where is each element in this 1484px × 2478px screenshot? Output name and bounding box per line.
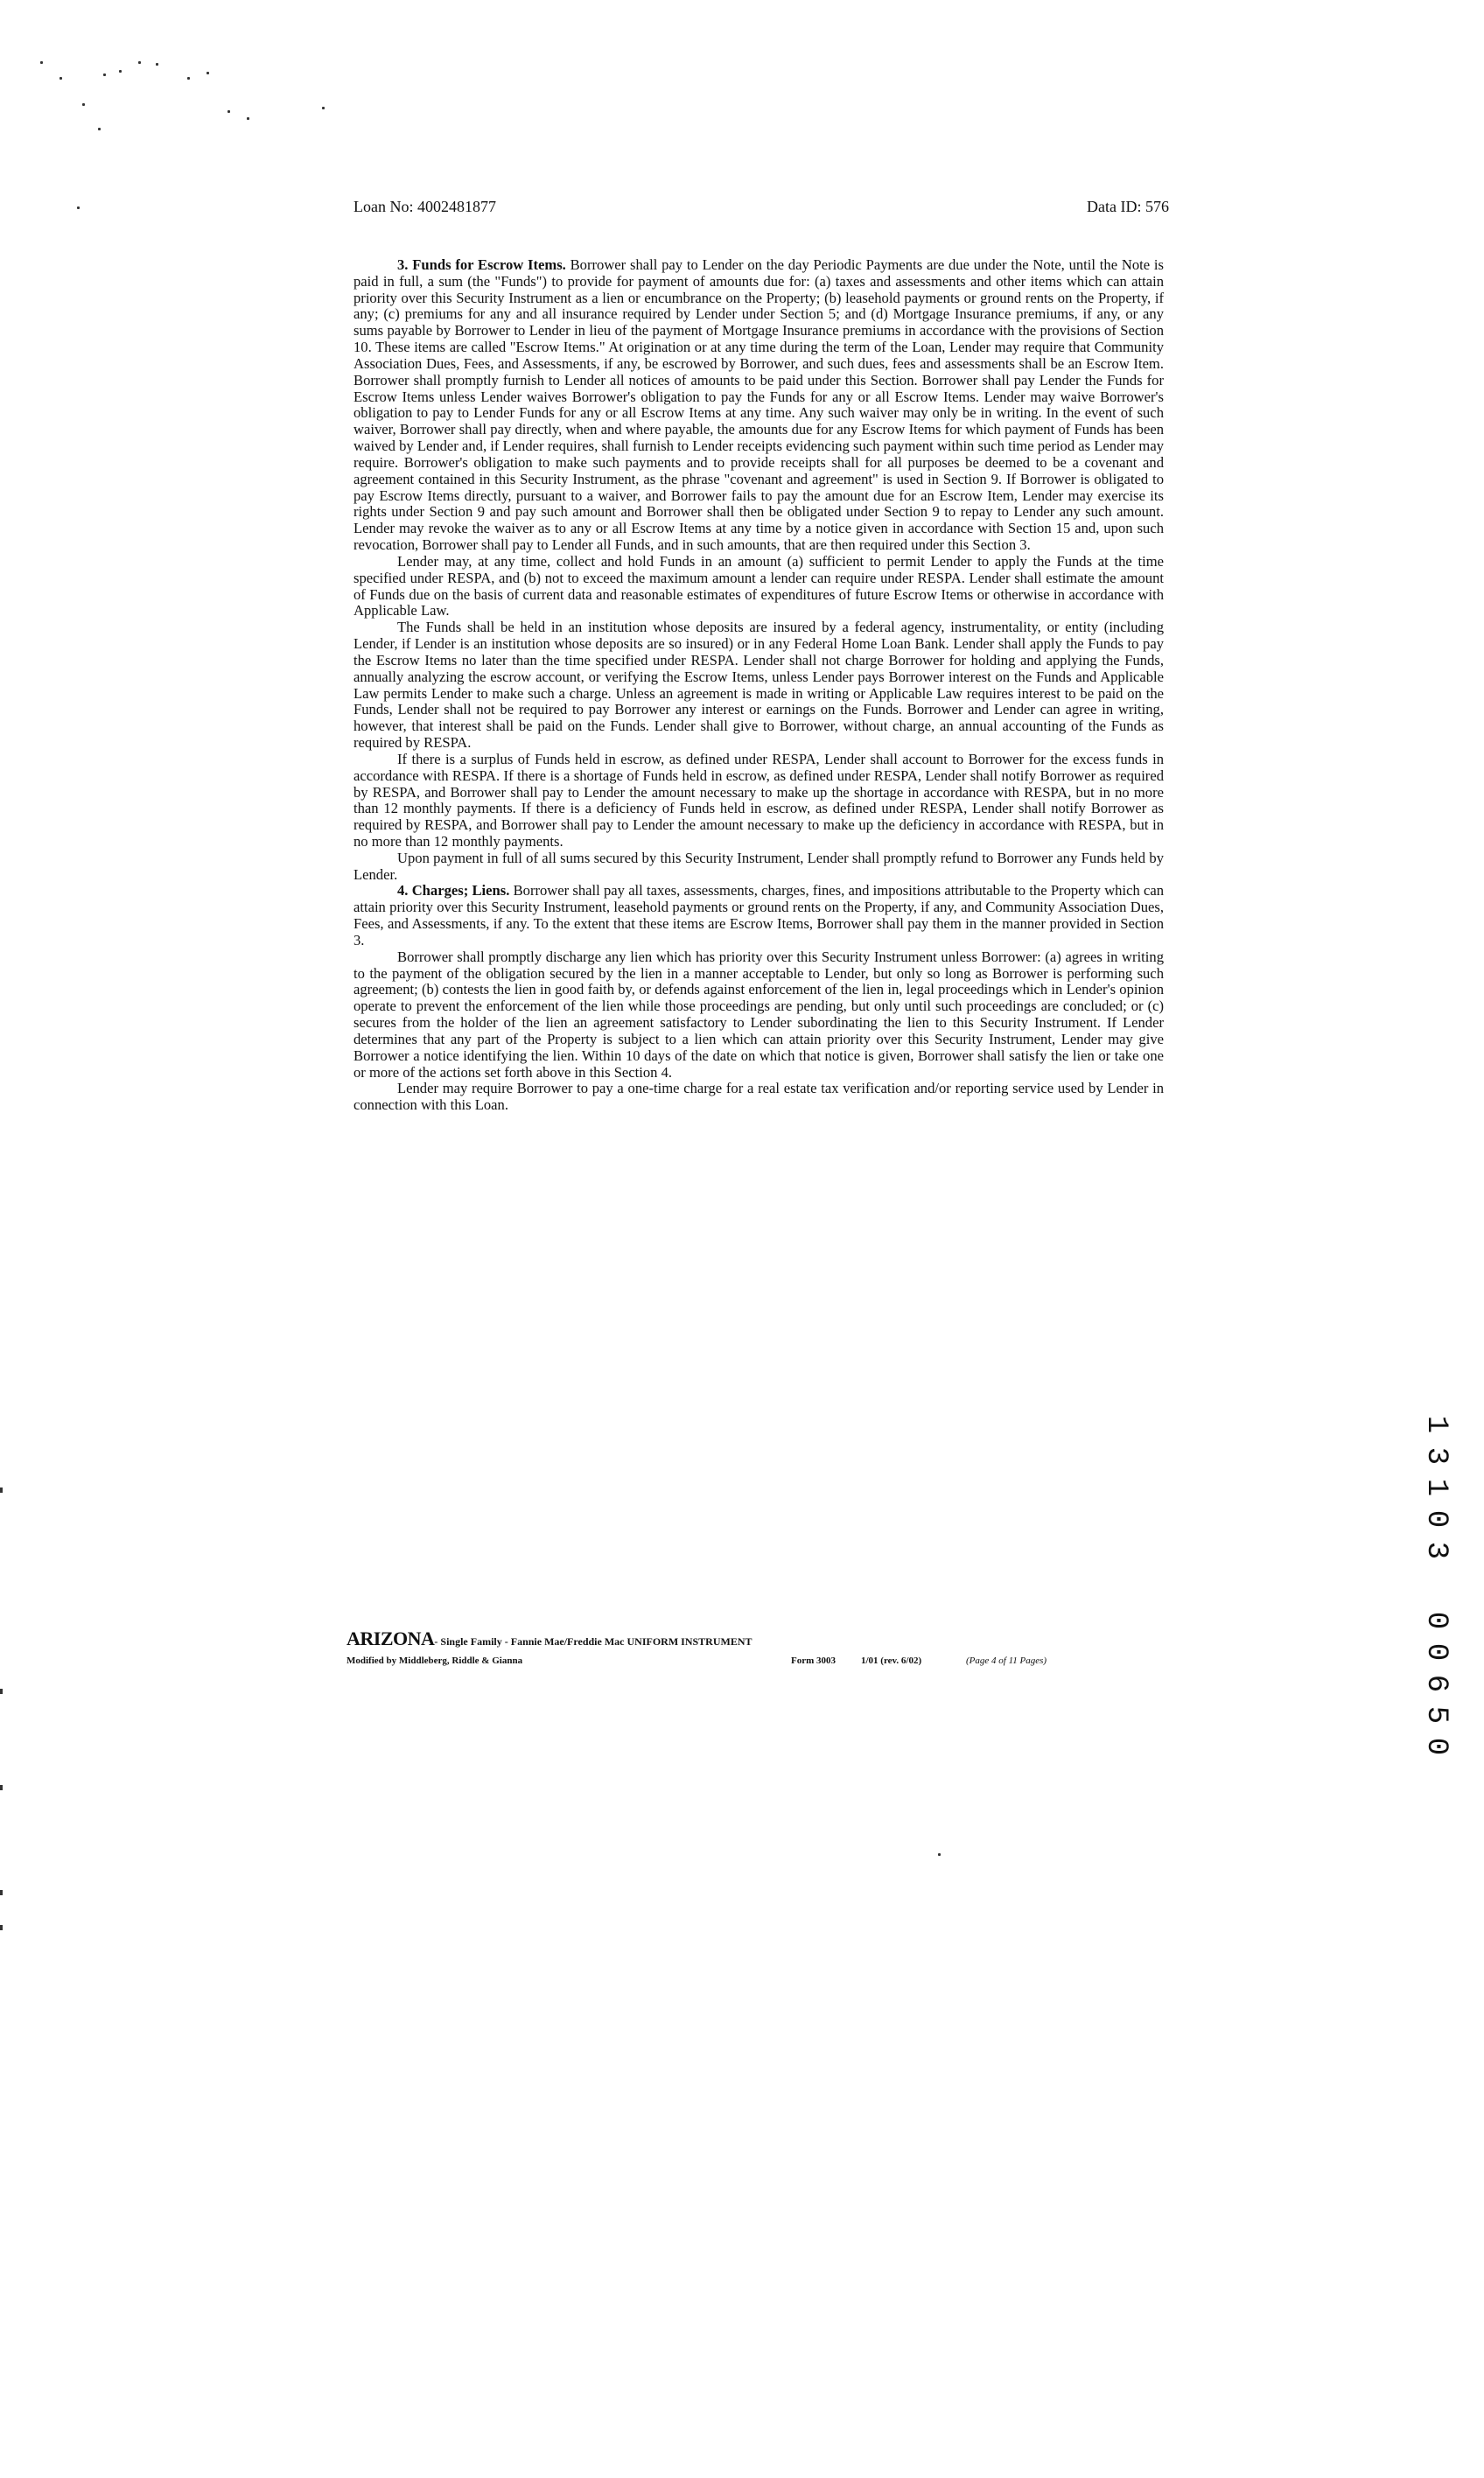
data-id: Data ID: 576 xyxy=(1087,198,1169,215)
section-3-paragraph-1 xyxy=(354,257,1164,554)
footer-modified: Modified by Middleberg, Riddle & Gianna xyxy=(346,1656,523,1666)
footer-state: ARIZONA xyxy=(346,1628,435,1649)
section-3-paragraph-2: Lender may, at any time, collect and hold Funds in an amount (a) sufficient to permit Lender to apply the Funds at the time specified under RESPA, and (b) not to exceed the maximum amount a lender can require under RESPA. Lender shall estimate the amount of Funds due on the basis of current data and reasonable estimates of expenditures of future Escrow Items or otherwise in accordance with Applicable Law. xyxy=(354,552,1164,620)
section-4-number: 4. xyxy=(397,882,409,900)
stamp-digit: 3 xyxy=(1419,1446,1452,1466)
section-4-text-1: Borrower shall pay all taxes, assessments, charges, fines, and impositions attributable to the Property which can attain priority over this Security Instrument, leasehold payments or ground rents on the Property, if any, and Community Association Dues, Fees, and Assessments, if any. To the extent that these items are Escrow Items, Borrower shall pay them in the manner provided in Section 3. xyxy=(354,882,1165,948)
section-4-paragraph-1 xyxy=(354,883,1164,948)
section-3-title: Funds for Escrow Items. xyxy=(412,256,566,273)
section-4-paragraph-3: Lender may require Borrower to pay a one-time charge for a real estate tax verification and/or reporting service used by Lender in connection with this Loan. xyxy=(354,1080,1164,1114)
page-header xyxy=(354,198,1169,216)
section-3-paragraph-5: Upon payment in full of all sums secured by this Security Instrument, Lender shall promptly refund to Borrower any Funds held by Lender. xyxy=(354,849,1164,883)
footer-page-number: (Page 4 of 11 Pages) xyxy=(966,1656,1047,1666)
section-3-paragraph-4: If there is a surplus of Funds held in escrow, as defined under RESPA, Lender shall account to Borrower for the excess funds in accordance with RESPA. If there is a shortage of Funds held in escrow, as defined under RESPA, Lender shall notify Borrower as required by RESPA, and Borrower shall pay to Lender the amount necessary to make up the shortage in accordance with RESPA, but in no more than 12 monthly payments. If there is a deficiency of Funds held in escrow, as defined under RESPA, Lender shall notify Borrower as required by RESPA, and Borrower shall pay to Lender the amount necessary to make up the deficiency in accordance with RESPA, but in no more than 12 monthly payments. xyxy=(354,750,1164,850)
footer-revision: 1/01 (rev. 6/02) xyxy=(861,1656,922,1666)
footer-form-number: Form 3003 xyxy=(791,1656,836,1666)
stamp-digit: 0 xyxy=(1419,1642,1452,1662)
page-footer xyxy=(346,1628,1169,1666)
footer-instrument-line xyxy=(346,1628,1169,1650)
stamp-digit: 5 xyxy=(1419,1705,1452,1725)
stamp-digit: 0 xyxy=(1419,1611,1452,1630)
stamp-group-2 xyxy=(1418,1605,1452,1762)
section-3-number: 3. xyxy=(397,256,409,273)
footer-instrument: - Single Family - Fannie Mae/Freddie Mac UNIFORM INSTRUMENT xyxy=(434,1635,752,1648)
stamp-digit: 3 xyxy=(1419,1541,1452,1560)
section-3-text-1: Borrower shall pay to Lender on the day Periodic Payments are due under the Note, until the Note is paid in full, a sum (the "Funds") to provide for payment of amounts due for: (a) taxes and assessments and other items which can attain priority over this Security Instrument as a lien or encumbrance on the Property; (b) leasehold payments or ground rents on the Property, if any; (c) premiums for any and all insurance required by Lender under Section 5; and (d) Mortgage Insurance premiums, if any, or any sums payable by Borrower to Lender in lieu of the payment of Mortgage Insurance premiums in accordance with the provisions of Section 10. These items are called "Escrow Items." At origination or at any time during the term of the Loan, Lender may require that Community Association Dues, Fees, and Assessments, if any, be escrowed by Borrower, and such dues, fees and assessments shall be an Escrow Item. Borrower shall promptly furnish to Lender all notices of amounts to be paid under this Section. Borrower shall pay Lender the Funds for Escrow Items unless Lender waives Borrower's obligation to pay the Funds for any or all Escrow Items. Lender may waive Borrower's obligation to pay to Lender Funds for any or all Escrow Items at any time. Any such waiver may only be in writing. In the event of such waiver, Borrower shall pay directly, when and where payable, the amounts due for any Escrow Items for which payment of Funds has been waived by Lender and, if Lender requires, shall furnish to Lender receipts evidencing such payment within such time period as Lender may require. Borrower's obligation to make such payments and to provide receipts shall for all purposes be deemed to be a covenant and agreement contained in this Security Instrument, as the phrase "covenant and agreement" is used in Section 9. If Borrower is obligated to pay Escrow Items directly, pursuant to a waiver, and Borrower fails to pay the amount due for an Escrow Item, Lender may exercise its rights under Section 9 and pay such amount and Borrower shall then be obligated under Section 9 to repay to Lender any such amount. Lender may revoke the waiver as to any or all Escrow Items at any time by a notice given in accordance with Section 15 and, upon such revocation, Borrower shall pay to Lender all Funds, and in such amounts, that are then required under this Section 3. xyxy=(354,256,1164,554)
section-4-title: Charges; Liens. xyxy=(411,882,510,900)
stamp-digit: 1 xyxy=(1419,1415,1452,1434)
section-4-paragraph-2: Borrower shall promptly discharge any lien which has priority over this Security Instrument unless Borrower: (a) agrees in writing to the payment of the obligation secured by the lien in a manner acceptable to Lender, but only so long as Borrower is performing such agreement; (b) contests the lien in good faith by, or defends against enforcement of the lien in, legal proceedings which in Lender's opinion operate to prevent the enforcement of the lien while those proceedings are pending, but only until such proceedings are concluded; or (c) secures from the holder of the lien an agreement satisfactory to Lender subordinating the lien to this Security Instrument. If Lender determines that any part of the Property is subject to a lien which can attain priority over this Security Instrument, Lender may give Borrower a notice identifying the lien. Within 10 days of the date on which that notice is given, Borrower shall satisfy the lien or take one or more of the actions set forth above in this Section 4. xyxy=(354,948,1164,1081)
stamp-digit: 6 xyxy=(1419,1674,1452,1693)
footer-form-line xyxy=(346,1656,1169,1666)
stamp-digit: 0 xyxy=(1419,1509,1452,1529)
document-body xyxy=(354,257,1164,1114)
section-3-paragraph-3: The Funds shall be held in an institution whose deposits are insured by a federal agency, instrumentality, or entity (including Lender, if Lender is an institution whose deposits are so insured) or in any Federal Home Loan Bank. Lender shall apply the Funds to pay the Escrow Items no later than the time specified under RESPA. Lender shall not charge Borrower for holding and applying the Funds, annually analyzing the escrow account, or verifying the Escrow Items, unless Lender pays Borrower interest on the Funds and Applicable Law permits Lender to make such a charge. Unless an agreement is made in writing or Applicable Law requires interest to be paid on the Funds, Lender shall not be required to pay Borrower any interest or earnings on the Funds. Borrower and Lender can agree in writing, however, that interest shall be paid on the Funds. Lender shall give to Borrower, without charge, an annual accounting of the Funds as required by RESPA. xyxy=(354,619,1164,752)
stamp-digit: 0 xyxy=(1419,1737,1452,1756)
stamp-digit: 1 xyxy=(1419,1478,1452,1497)
stamp-group-1 xyxy=(1418,1409,1452,1566)
recording-stamp xyxy=(1418,1409,1452,1762)
loan-number: Loan No: 4002481877 xyxy=(354,198,496,215)
